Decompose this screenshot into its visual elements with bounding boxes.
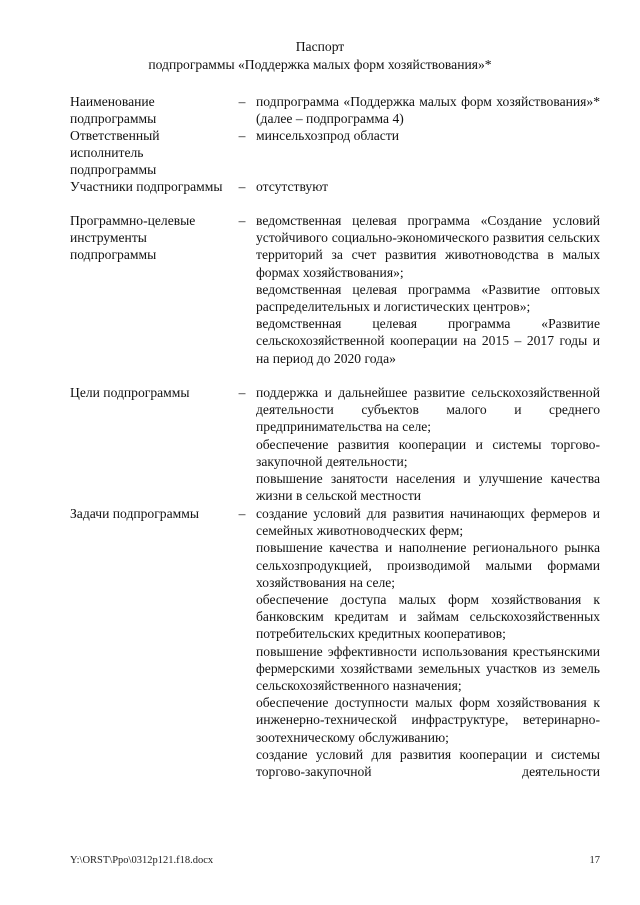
value-paragraph: ведомственная целевая программа «Развитие оптовых распределительных и логистических центров»; [256, 281, 600, 315]
row-dash: – [238, 94, 246, 109]
value-paragraph: ведомственная целевая программа «Развитие сельскохозяйственной кооперации на 2015 – 2017 годы и на период до 2020 года» [256, 316, 600, 366]
row-dash: – [238, 385, 246, 400]
value-paragraph: обеспечение развития кооперации и системы торгово-закупочной деятельности; [256, 436, 600, 469]
row-dash: – [238, 179, 246, 194]
value-paragraph: ведомственная целевая программа «Создание условий устойчивого социально-экономического развития сельских территорий за счет развития животноводства в малых формах хозяйствования»; [256, 213, 600, 280]
value-paragraph: повышение эффективности использования крестьянскими фермерскими хозяйствами земельных участков из земель сельскохозяйственного назначения; [256, 643, 600, 694]
row-label: Наименование подпрограммы [70, 94, 157, 127]
value-paragraph: повышение занятости населения и улучшение качества жизни в сельской местности [256, 471, 600, 504]
value-paragraph: обеспечение доступа малых форм хозяйствования к банковским кредитам и займам сельскохозяйственных потребительских кредитных кооперативов; [256, 592, 600, 642]
value-paragraph: отсутствуют [256, 179, 329, 194]
row-value [256, 127, 600, 144]
row-dash: – [238, 213, 246, 228]
row-value [256, 505, 600, 780]
value-paragraph: подпрограмма «Поддержка малых форм хозяйствования»* (далее – подпрограмма 4) [256, 94, 600, 127]
row-value [256, 178, 600, 195]
row-value [256, 212, 600, 367]
row-label: Ответственный исполнитель подпрограммы [70, 128, 160, 178]
value-paragraph: повышение качества и наполнение регионального рынка сельхозпродукцией, производимой малыми формами хозяйствования на селе; [256, 540, 600, 590]
row-label: Цели подпрограммы [70, 385, 190, 400]
row-dash: – [238, 128, 246, 143]
row-label: Задачи подпрограммы [70, 506, 199, 521]
value-paragraph: поддержка и дальнейшее развитие сельскохозяйственной деятельности субъектов малого и среднего предпринимательства на селе; [256, 385, 600, 435]
row-label: Участники подпрограммы [70, 179, 223, 194]
value-paragraph: создание условий для развития начинающих фермеров и семейных животноводческих ферм; [256, 506, 600, 539]
row-value [256, 93, 600, 127]
value-paragraph: минсельхозпрод области [256, 128, 400, 143]
value-paragraph: обеспечение доступности малых форм хозяйствования к инженерно-технической инфраструктуре, ветеринарно-зоотехническому обслуживанию; [256, 695, 600, 745]
footer-page-number: 17 [589, 855, 600, 866]
passport-subtitle: подпрограммы «Поддержка малых форм хозяйствования»* [148, 57, 492, 72]
footer-file-path: Y:\ORST\Ppo\0312p121.f18.docx [70, 855, 214, 866]
value-paragraph: создание условий для развития кооперации и системы торгово-закупочной деятельности [256, 746, 600, 780]
row-label: Программно-целевые инструменты подпрограммы [70, 213, 196, 263]
row-value [256, 384, 600, 504]
row-dash: – [238, 506, 246, 521]
passport-title: Паспорт [295, 39, 345, 54]
